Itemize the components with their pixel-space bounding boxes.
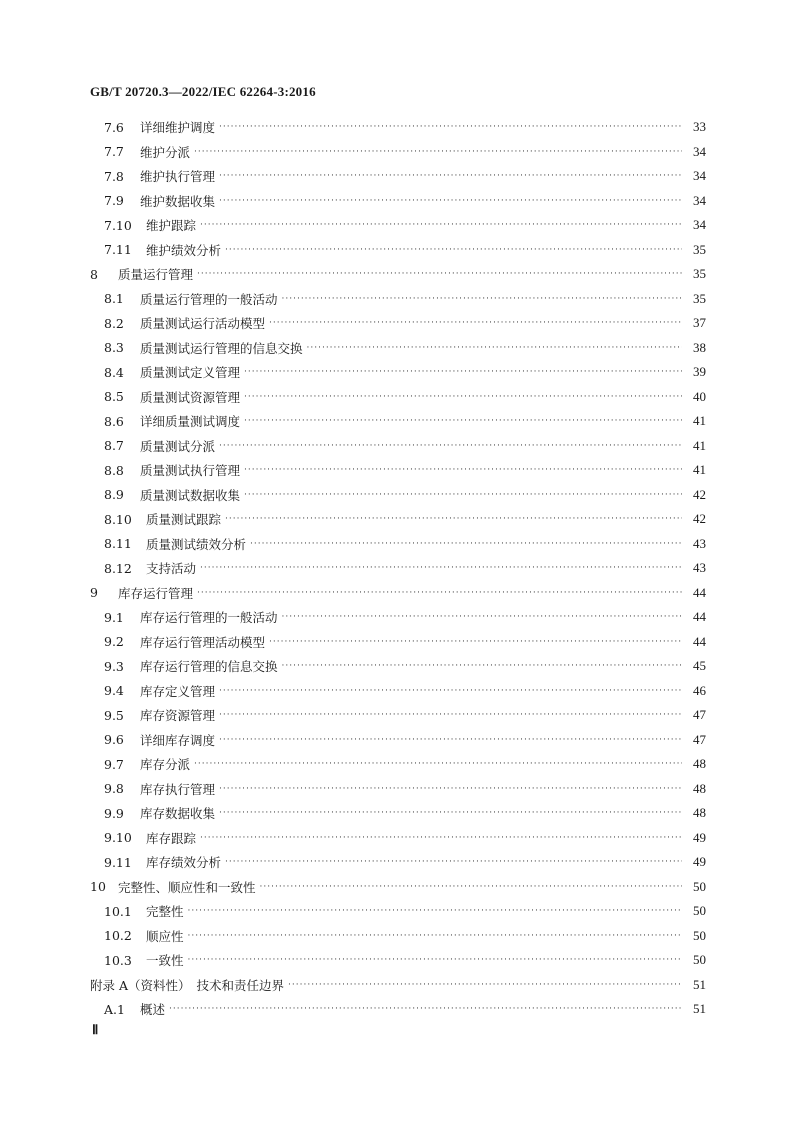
dot-leader [169,1004,682,1014]
toc-entry-title: 质量测试跟踪 [146,512,222,527]
toc-entry-number: 9.7 [104,756,124,772]
toc-entry-title: 质量测试分派 [140,438,216,454]
dot-leader [219,441,682,451]
toc-entry-title: 库存数据收集 [140,806,216,821]
dot-leader [244,490,682,500]
toc-entry-title: 维护跟踪 [146,218,197,233]
dot-leader [219,122,682,132]
dot-leader [197,588,682,598]
toc-entry-title: 完整性 [146,904,184,919]
toc-entry-number: 8.9 [104,487,124,502]
dot-leader [219,808,682,818]
toc-entry-title: 库存分派 [140,757,191,772]
dot-leader [194,759,682,769]
dot-leader [197,269,682,279]
toc-entry-page: 44 [693,633,706,649]
toc-entry[interactable] [104,361,706,383]
toc-entry-number: 8.8 [104,462,124,478]
toc-entry-page: 34 [693,217,706,232]
dot-leader [307,343,682,353]
toc-entry-page: 50 [693,927,706,943]
toc-entry-page: 34 [693,143,706,159]
toc-entry-page: 37 [693,315,706,330]
toc-entry[interactable] [104,508,706,530]
toc-entry-number: 7.7 [104,144,124,159]
toc-entry[interactable] [104,851,706,873]
toc-entry-title: 完整性、顺应性和一致性 [118,879,256,895]
toc-entry-title: 详细维护调度 [140,120,216,135]
toc-entry-page: 50 [693,878,706,894]
toc-entry-page: 47 [693,731,706,747]
toc-entry[interactable] [104,778,706,800]
toc-entry[interactable] [104,239,706,261]
toc-entry-page: 45 [693,658,706,673]
toc-entry-page: 43 [693,560,706,575]
toc-entry-number: 8.2 [104,315,124,331]
toc-entry-number: 10.1 [104,903,132,919]
toc-entry[interactable] [104,386,706,408]
dot-leader [200,833,682,843]
toc-entry[interactable] [90,876,706,898]
toc-entry-number: 8.3 [104,340,124,355]
toc-entry-number: 7.11 [104,242,132,257]
toc-entry-number: 8.4 [104,364,124,380]
dot-leader [244,416,682,426]
toc-entry[interactable] [104,312,706,334]
dot-leader [288,980,682,990]
dot-leader [219,686,682,696]
toc-entry-page: 50 [693,952,706,967]
toc-entry[interactable] [104,557,706,579]
toc-entry-number: 8.7 [104,438,124,453]
toc-entry-title: 质量测试绩效分析 [146,536,247,552]
toc-entry-title: 质量测试运行活动模型 [140,316,266,331]
toc-entry-number: 9.11 [104,854,132,870]
toc-entry-number: 9.8 [104,781,124,796]
dot-leader [219,196,682,206]
toc-entry[interactable] [104,655,706,677]
dot-leader [282,294,682,304]
toc-entry[interactable] [104,753,706,775]
toc-entry-number: 8 [90,266,98,282]
toc-entry-page: 48 [693,780,706,796]
toc-entry-page: 33 [693,119,706,134]
toc-entry-number: 7.8 [104,168,124,184]
toc-entry[interactable] [104,802,706,824]
dot-leader [219,784,682,794]
toc-entry-number: 10 [90,879,106,894]
toc-entry-page: 47 [693,707,706,722]
toc-entry-title: 详细库存调度 [140,732,216,748]
toc-entry-title: 库存运行管理的一般活动 [140,610,278,625]
toc-entry-number: A.1 [104,1001,125,1017]
toc-entry[interactable] [104,337,706,359]
toc-entry-page: 44 [693,609,706,624]
toc-entry-page: 35 [693,241,706,257]
toc-entry[interactable] [90,263,706,285]
toc-entry-page: 39 [693,364,706,379]
toc-entry-page: 49 [693,854,706,869]
toc-entry-title: 质量测试数据收集 [140,487,241,503]
toc-entry-number: 8.6 [104,413,124,429]
toc-entry[interactable] [104,288,706,310]
toc-entry-number: 9.2 [104,634,124,649]
toc-entry-page: 51 [693,1001,706,1016]
toc-entry[interactable] [104,900,706,922]
toc-entry-title: 质量测试运行管理的信息交换 [140,340,303,356]
toc-entry[interactable] [104,116,706,138]
dot-leader [282,661,682,671]
dot-leader [225,514,682,524]
toc-entry-title: 库存绩效分析 [146,855,222,870]
toc-entry-number: 9.3 [104,658,124,674]
toc-entry[interactable] [104,998,706,1020]
toc-entry-title: 库存运行管理活动模型 [140,634,266,650]
dot-leader [244,465,682,475]
page-number: Ⅱ [92,1022,99,1037]
toc-entry-page: 41 [693,462,706,477]
toc-entry-number: 9.10 [104,830,132,845]
dot-leader [194,147,682,157]
toc-entry-page: 44 [693,584,706,600]
toc-entry-page: 38 [693,339,706,355]
toc-entry-number: 9.1 [104,609,124,625]
toc-entry-page: 34 [693,168,706,183]
dot-leader [282,612,682,622]
toc-entry[interactable] [104,533,706,555]
toc-entry-number: 8.5 [104,389,124,404]
toc-entry[interactable] [104,606,706,628]
toc-entry-number: 7.9 [104,193,124,208]
toc-entry-title: 质量测试资源管理 [140,389,241,405]
toc-entry[interactable] [104,729,706,751]
dot-leader [260,882,682,892]
toc-entry-title: 维护执行管理 [140,169,216,184]
toc-entry-title: 库存运行管理 [118,585,194,601]
toc-entry-number: 8.12 [104,560,132,576]
toc-entry[interactable] [104,410,706,432]
toc-entry-title: 详细质量测试调度 [140,414,241,429]
toc-entry-number: 10.2 [104,928,132,943]
toc-entry-title: 维护分派 [140,144,191,160]
dot-leader [225,857,682,867]
toc-entry-page: 48 [693,805,706,820]
toc-entry-number: 10.3 [104,952,132,968]
toc-entry[interactable] [104,704,706,726]
dot-leader [244,367,682,377]
toc-entry-page: 41 [693,413,706,428]
dot-leader [200,563,682,573]
toc-entry-page: 46 [693,682,706,698]
dot-leader [244,392,682,402]
toc-entry-title: 一致性 [146,953,184,968]
toc-entry-number: 9.5 [104,707,124,723]
toc-entry-page: 51 [693,976,706,992]
toc-entry-title: 库存定义管理 [140,683,216,699]
toc-entry-title: 技术和责任边界 [196,977,285,993]
toc-entry-page: 42 [693,486,706,502]
toc-entry[interactable] [104,459,706,481]
toc-entry-page: 48 [693,756,706,771]
toc-entry-page: 43 [693,535,706,551]
toc-entry[interactable] [90,974,706,996]
dot-leader [219,171,682,181]
toc-entry-page: 34 [693,192,706,208]
toc-entry-title: 质量测试执行管理 [140,463,241,478]
toc-entry-title: 质量运行管理的一般活动 [140,291,278,307]
toc-entry[interactable] [90,582,706,604]
dot-leader [188,931,682,941]
toc-entry-title: 顺应性 [146,928,184,944]
toc-entry-title: 库存运行管理的信息交换 [140,659,278,674]
toc-entry[interactable] [104,631,706,653]
dot-leader [225,245,682,255]
toc-entry-number: 8.11 [104,536,132,551]
toc-entry-title: 质量测试定义管理 [140,365,241,380]
dot-leader [200,220,682,230]
toc-entry-number: 7.10 [104,217,132,233]
dot-leader [188,955,682,965]
dot-leader [219,735,682,745]
toc-entry-title: 库存执行管理 [140,781,216,797]
dot-leader [219,710,682,720]
toc-entry-page: 35 [693,290,706,306]
toc-entry[interactable] [104,925,706,947]
toc-entry[interactable] [104,680,706,702]
toc-entry-number: 附录 A（资料性） [90,977,191,993]
toc-entry-number: 8.1 [104,291,124,306]
toc-entry-title: 质量运行管理 [118,267,194,282]
toc-entry[interactable] [104,141,706,163]
toc-entry-page: 50 [693,903,706,918]
dot-leader [250,539,682,549]
dot-leader [269,318,682,328]
toc-entry-number: 9.4 [104,683,124,698]
toc-entry[interactable] [104,949,706,971]
toc-entry-title: 概述 [140,1002,166,1017]
toc-entry[interactable] [104,214,706,236]
dot-leader [269,637,682,647]
toc-entry-number: 8.10 [104,511,132,527]
toc-entry-title: 维护数据收集 [140,193,216,209]
toc-entry[interactable] [104,827,706,849]
toc-entry-number: 9 [90,585,98,600]
toc-entry-page: 49 [693,829,706,845]
toc-entry-title: 维护绩效分析 [146,242,222,258]
toc-entry-page: 42 [693,511,706,526]
toc-entry[interactable] [104,190,706,212]
toc-entry-page: 35 [693,266,706,281]
toc-entry-page: 40 [693,388,706,404]
document-header: GB/T 20720.3—2022/IEC 62264-3:2016 [90,84,316,99]
toc-entry-page: 41 [693,437,706,453]
toc-entry-title: 库存资源管理 [140,708,216,723]
toc-entry-number: 9.9 [104,805,124,821]
toc-entry[interactable] [104,435,706,457]
toc-entry-title: 库存跟踪 [146,830,197,846]
toc-entry-number: 7.6 [104,119,124,135]
toc-entry[interactable] [104,484,706,506]
dot-leader [188,906,682,916]
toc-entry-number: 9.6 [104,732,124,747]
toc-entry-title: 支持活动 [146,561,197,576]
toc-entry[interactable] [104,165,706,187]
